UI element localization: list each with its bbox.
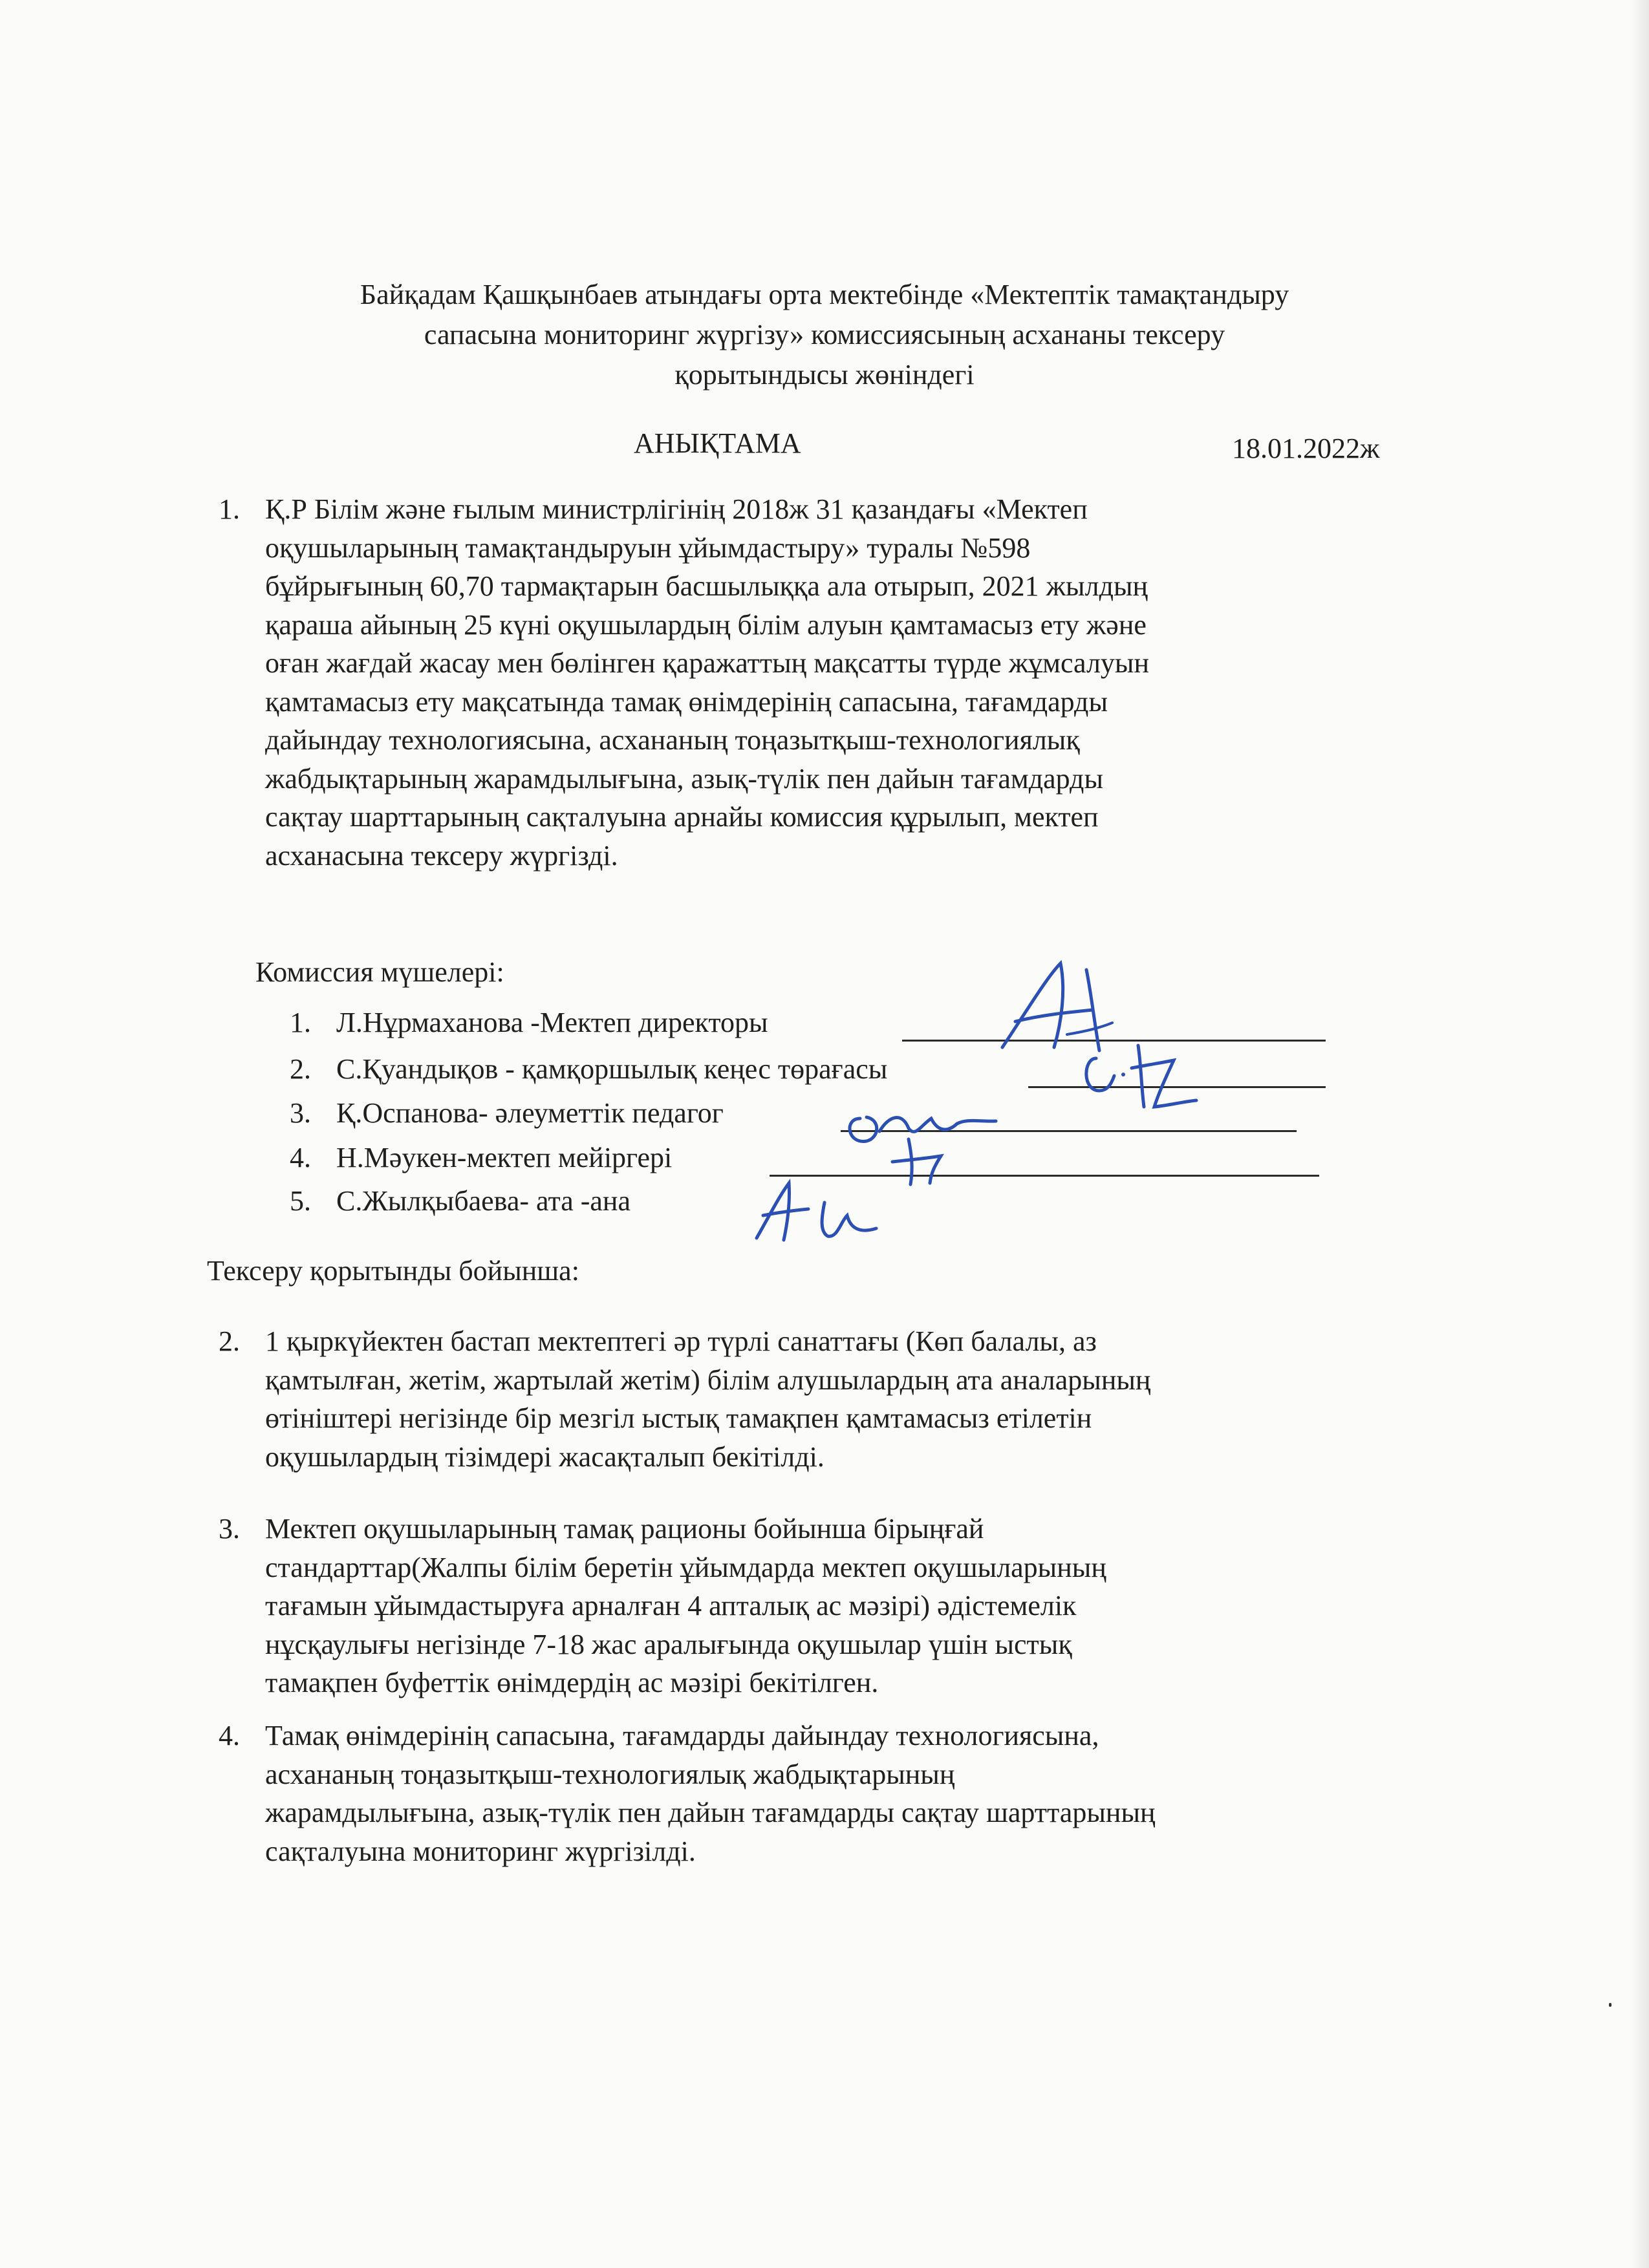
paragraph-line: Қ.Р Білім және ғылым министрлігінің 2018ж 31 қазандағы «Мектеп <box>265 493 1088 525</box>
paragraph-line: қамтамасыз ету мақсатында тамақ өнімдерінің сапасына, тағамдарды <box>265 685 1108 718</box>
list-item-number: 4. <box>219 1720 240 1751</box>
paragraph-line: оқушыларының тамақтандыруын ұйымдастыру» туралы №598 <box>265 531 1031 564</box>
paragraph-line: оқушылардың тізімдері жасақталып бекітілді. <box>265 1440 824 1473</box>
commission-member-5 <box>290 1184 630 1217</box>
paragraph-line: тағамын ұйымдастыруға арналған 4 апталық ас мәзірі) әдістемелік <box>265 1590 1077 1621</box>
paragraph-line: қамтылған, жетім, жартылай жетім) білім алушылардың ата аналарының <box>265 1364 1151 1396</box>
paragraph-line: сақталуына мониторинг жүргізілді. <box>265 1835 696 1867</box>
paragraph-line: өтініштері негізінде бір мезгіл ыстық тамақпен қамтамасыз етілетін <box>265 1402 1092 1434</box>
member-number: 2. <box>290 1053 311 1085</box>
list-item-number: 2. <box>219 1325 240 1357</box>
header-line: сапасына мониторинг жүргізу» комиссиясының асхананы тексеру <box>424 319 1225 350</box>
list-item-4 <box>219 1717 1429 1870</box>
signature-5 <box>744 1177 892 1248</box>
paragraph-line: дайындау технологиясына, асхананың тоңазытқыш-технологиялық <box>265 724 1080 756</box>
header-line: қорытындысы жөніндегі <box>674 359 975 390</box>
list-item-number: 1. <box>219 493 240 525</box>
member-number: 5. <box>290 1185 311 1217</box>
member-number: 3. <box>290 1097 311 1129</box>
member-number: 4. <box>290 1142 311 1173</box>
paragraph-line: асхананың тоңазытқыш-технологиялық жабдықтарының <box>265 1758 955 1790</box>
commission-member-4 <box>290 1141 673 1174</box>
paragraph-line: асханасына тексеру жүргізді. <box>265 839 618 872</box>
paragraph-line: бұйрығының 60,70 тармақтарын басшылыққа ала отырып, 2021 жылдың <box>265 570 1148 602</box>
paragraph-line: жабдықтарының жарамдылығына, азық-түлік пен дайын тағамдарды <box>265 762 1104 795</box>
list-item-1 <box>219 490 1429 875</box>
document-type-title: АНЫҚТАМА <box>634 427 801 459</box>
member-name: Л.Нұрмаханова -Мектеп директоры <box>336 1007 768 1038</box>
document-header <box>194 275 1455 395</box>
paragraph-line: Мектеп оқушыларының тамақ рационы бойынша бірыңғай <box>265 1513 984 1545</box>
commission-member-3 <box>290 1097 724 1129</box>
paragraph-line: 1 қыркүйектен бастап мектептегі әр түрлі санаттағы (Көп балалы, аз <box>265 1325 1097 1357</box>
paragraph-line: стандарттар(Жалпы білім беретін ұйымдарда мектеп оқушыларының <box>265 1551 1106 1583</box>
paragraph-line: сақтау шарттарының сақталуына арнайы комиссия құрылып, мектеп <box>265 801 1099 833</box>
header-line: Байқадам Қашқынбаев атындағы орта мектебінде «Мектептік тамақтандыру <box>360 279 1289 310</box>
signature-2 <box>1077 1029 1206 1126</box>
paragraph-line: Тамақ өнімдерінің сапасына, тағамдарды дайындау технологиясына, <box>265 1720 1099 1751</box>
list-item-2 <box>219 1322 1429 1476</box>
member-number: 1. <box>290 1007 311 1038</box>
paragraph-line: жарамдылығына, азық-түлік пен дайын тағамдарды сақтау шарттарының <box>265 1797 1156 1828</box>
paragraph-line: тамақпен буфеттік өнімдердің ас мәзірі бекітілген. <box>265 1667 879 1698</box>
paragraph-line: нұсқаулығы негізінде 7-18 жас аралығында оқушылар үшін ыстық <box>265 1628 1072 1660</box>
results-heading: Тексеру қорытынды бойынша: <box>207 1255 579 1287</box>
member-name: Қ.Оспанова- әлеуметтік педагог <box>336 1097 724 1129</box>
paragraph-line: қараша айының 25 күні оқушылардың білім алуын қамтамасыз ету және <box>265 608 1147 641</box>
member-name: С.Жылқыбаева- ата -ана <box>336 1185 630 1217</box>
commission-member-2 <box>290 1053 888 1086</box>
list-item-3 <box>219 1510 1429 1702</box>
scan-speck <box>1609 2003 1611 2007</box>
paragraph-line: оған жағдай жасау мен бөлінген қаражаттың мақсатты түрде жұмсалуын <box>265 647 1150 679</box>
commission-heading: Комиссия мүшелері: <box>255 956 504 988</box>
commission-member-1 <box>290 1006 768 1039</box>
member-name: С.Қуандықов - қамқоршылық кеңес төрағасы <box>336 1053 888 1085</box>
scan-edge-shadow <box>1630 0 1649 2268</box>
member-name: Н.Мәукен-мектеп мейіргері <box>336 1142 673 1173</box>
document-date: 18.01.2022ж <box>1232 433 1380 464</box>
list-item-number: 3. <box>219 1513 240 1545</box>
